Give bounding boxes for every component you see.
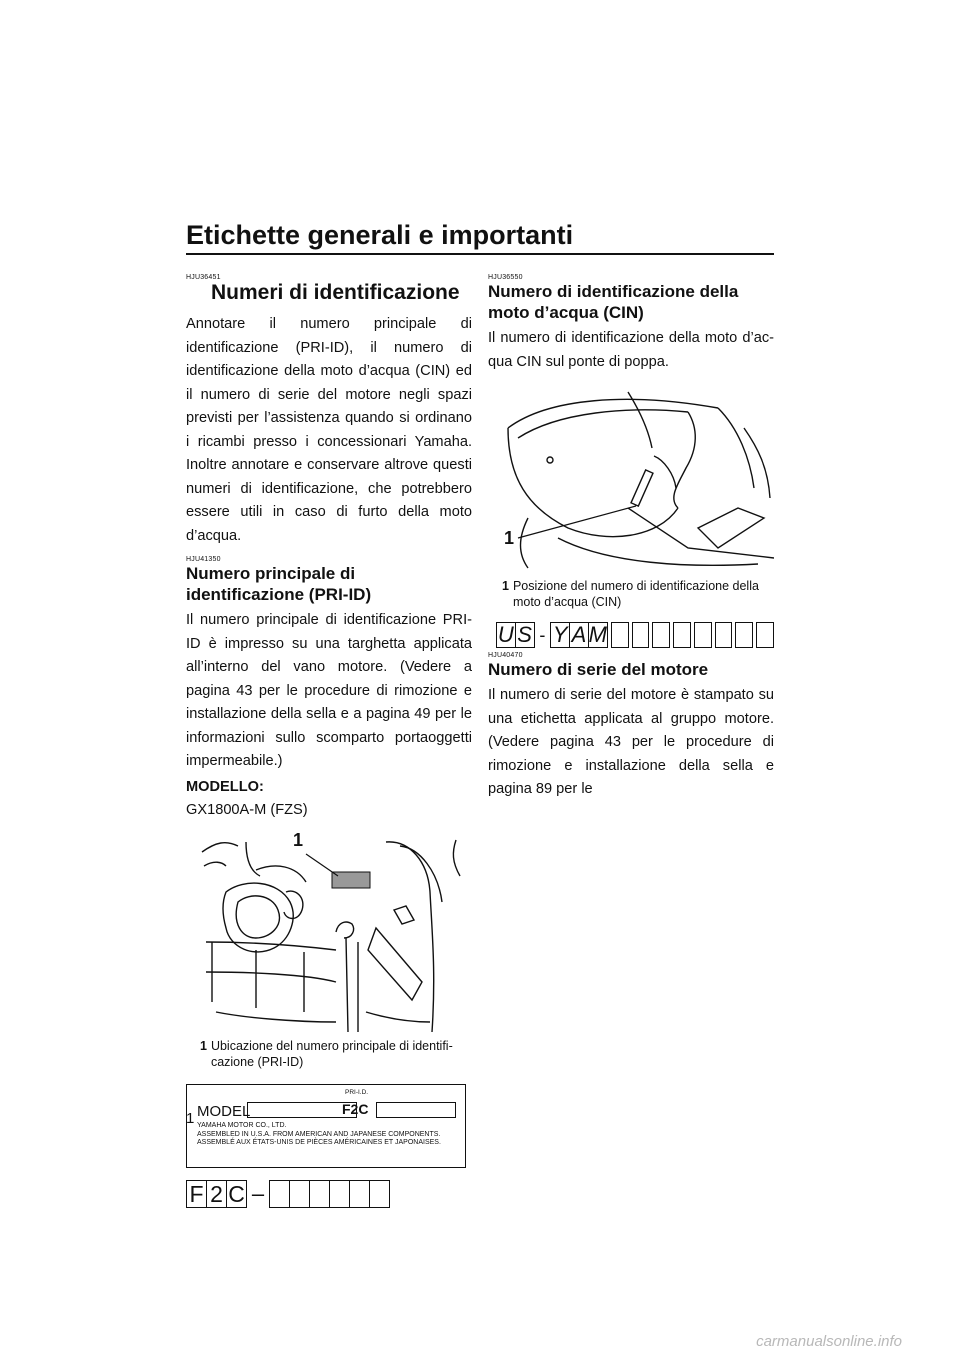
pri-char-box: F (186, 1180, 207, 1208)
watermark: carmanualsonline.info (756, 1333, 902, 1350)
caption-text: Posizione del numero di identificazione della moto d’acqua (CIN) (512, 579, 759, 609)
section-body-cin: Il numero di identificazione della moto d’acqua CIN sul ponte di poppa. (488, 330, 774, 370)
pri-dash: – (251, 1181, 265, 1206)
pri-empty-box (369, 1180, 390, 1208)
pri-empty-box (329, 1180, 350, 1208)
section-code: HJU36550 (488, 274, 523, 281)
cin-location-marker (631, 470, 653, 506)
cin-empty-box (715, 622, 733, 648)
figure-caption-pri-id (200, 1038, 472, 1070)
model-label: MODELLO: (186, 778, 264, 795)
pri-empty-box (289, 1180, 310, 1208)
engine-compartment-illustration (186, 832, 472, 1032)
caption-text: Ubicazione del numero principale di identificazione (PRI-ID) (210, 1039, 453, 1069)
model-value: GX1800A-M (FZS) (186, 801, 308, 818)
cin-write-in-boxes (488, 622, 774, 648)
right-column (488, 274, 774, 802)
pri-empty-box (269, 1180, 290, 1208)
stern-deck-illustration (488, 388, 774, 572)
section-code: HJU41350 (186, 556, 221, 563)
plate-model-box (247, 1102, 357, 1118)
pri-empty-box (349, 1180, 370, 1208)
cin-char-box: M (588, 622, 607, 647)
pri-char-box: C (226, 1180, 247, 1208)
left-column (186, 274, 472, 1208)
section-code: HJU40470 (488, 652, 523, 659)
cin-empty-box (694, 622, 712, 648)
section-body-engine-serial: Il numero di serie del motore è stampato su una etichetta applicata al gruppo motore. (Vedere pagina 43 per le procedure di rimozione e installazione della sella e pagina 89 per le (488, 687, 774, 797)
cin-char-box: U (497, 622, 514, 647)
stern-deck-figure (488, 388, 774, 572)
cin-empty-box (652, 622, 670, 648)
pri-empty-box (309, 1180, 330, 1208)
pri-char-box: 2 (206, 1180, 227, 1208)
section-code: HJU36451 (186, 274, 221, 281)
engine-compartment-figure (186, 832, 472, 1032)
cin-char-box: S (515, 622, 535, 648)
plate-fine-print: YAMAHA MOTOR CO., LTD. ASSEMBLED IN U.S.A. FROM AMERICAN AND JAPANESE COMPONENTS. ASSEMBLÉ AUX ÉTATS-UNIS DE PIÈCES AMÉRICAINES ET JAPONAISES. (197, 1122, 441, 1146)
figure-caption-cin (502, 578, 774, 610)
section-title-cin: Numero di identificazione della moto d’acqua (CIN) (488, 282, 739, 322)
plate-pri-id-label: PRI-I.D. (345, 1089, 369, 1096)
section-body-pri-id: Il numero principale di identificazione PRI-ID è impresso su una targhetta applicata all’interno del vano motore. (Vedere a pagina 43 per le procedure di rimozione e installazione della sella e a pagina 49 per le informazioni sullo scomparto portaoggetti impermeabile.) (186, 612, 472, 769)
figure-callout: 1 (293, 830, 304, 850)
plate-number-box (376, 1102, 456, 1118)
caption-number: 1 (502, 579, 509, 593)
caption-number: 1 (200, 1039, 207, 1053)
section-body-identification-numbers: Annotare il numero principale di identificazione (PRI-ID), il numero di identificazione della moto d’acqua (CIN) ed il numero di serie del motore negli spazi previsti per l’assistenza quando si ordinano i ricambi presso i concessionari Yamaha. Inoltre annotare e conservare altrove questi numeri di identificazione, che potrebbero essere utili in caso di furto della moto d’acqua. (186, 316, 472, 544)
pri-id-plate-location (332, 872, 370, 888)
page-number: 1 (186, 1110, 195, 1127)
cin-empty-box (611, 622, 629, 648)
cin-char-box: A (569, 622, 589, 648)
pri-id-write-in-boxes (186, 1180, 472, 1208)
page-title: Etichette generali e importanti (186, 220, 574, 250)
plate-prefix: F2C (342, 1101, 369, 1117)
cin-empty-box (735, 622, 753, 648)
cin-char-box: Y (550, 622, 570, 648)
cin-empty-box (756, 622, 774, 648)
cin-empty-box (673, 622, 691, 648)
figure-callout: 1 (504, 528, 515, 548)
section-title-engine-serial: Numero di serie del motore (488, 660, 709, 679)
cin-empty-box (632, 622, 650, 648)
plate-model-label: MODEL (197, 1103, 251, 1120)
section-title-identification-numbers: Numeri di identificazione (211, 281, 460, 304)
header-rule (186, 253, 774, 255)
pri-id-plate (186, 1084, 466, 1168)
cin-dash: - (539, 624, 546, 645)
section-title-pri-id: Numero principale di identificazione (PRI-ID) (186, 564, 372, 604)
